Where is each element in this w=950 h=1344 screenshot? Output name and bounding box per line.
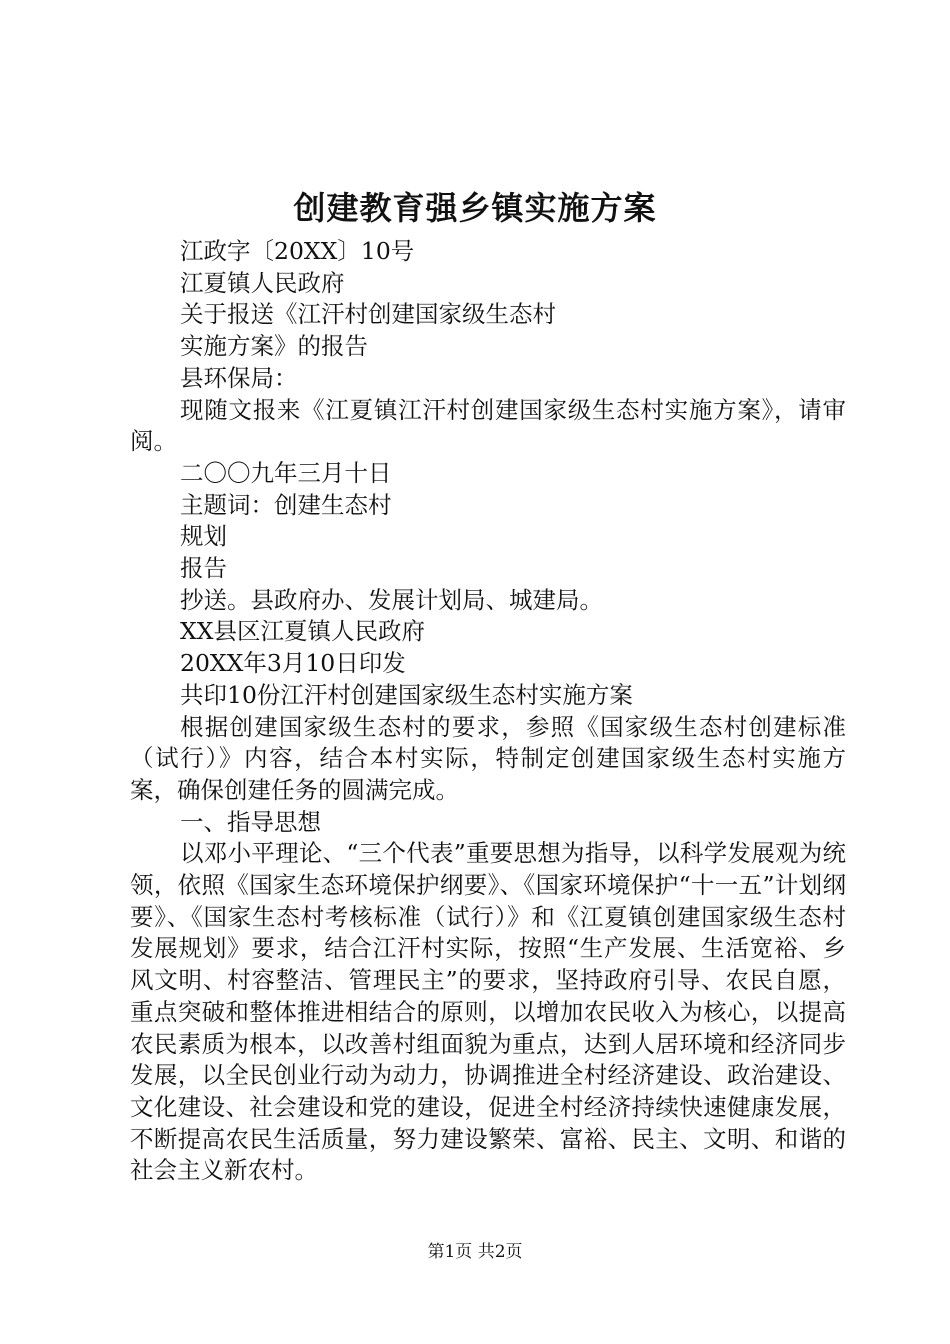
print-date-line: 20XX年3月10日印发 — [180, 649, 406, 678]
section-heading-guiding: 一、指导思想 — [180, 807, 321, 836]
doc-number-line: 江政字〔20XX〕10号 — [180, 237, 415, 265]
keyword-line-2: 规划 — [180, 522, 227, 551]
page-footer: 第1页 共2页 — [427, 1242, 523, 1262]
subject-line-1: 关于报送《江汗村创建国家级生态村 — [180, 300, 556, 329]
basis-paragraph: 根据创建国家级生态村的要求，参照《国家级生态村创建标准（试行）》内容，结合本村实际，特制定创建国家级生态村实施方案，确保创建任务的圆满完成。 — [130, 712, 846, 804]
recipient-line: 县环保局： — [180, 363, 298, 392]
office-line: XX县区江夏镇人民政府 — [180, 617, 425, 646]
guiding-paragraph: 以邓小平理论、“三个代表”重要思想为指导，以科学发展观为统领，依照《国家生态环境保护纲要》、《国家环境保护“十一五”计划纲要》、《国家生态村考核标准（试行）》和《江夏镇创建国家级生态村发展规划》要求，结合江汗村实际，按照“生产发展、生活宽裕、乡风文明、村容整洁、管理民主”的要求，坚持政府引导、农民自愿，重点突破和整体推进相结合的原则，以增加农民收入为核心，以提高农民素质为根本，以改善村组面貌为重点，达到人居环境和经济同步发展，以全民创业行动为动力，协调推进全村经济建设、政治建设、文化建设、社会建设和党的建设，促进全村经济持续快速健康发展，不断提高农民生活质量，努力建设繁荣、富裕、民主、文明、和谐的社会主义新农村。 — [130, 839, 846, 1185]
date-line: 二〇〇九年三月十日 — [180, 458, 392, 487]
keyword-line-3: 报告 — [180, 554, 227, 583]
submit-paragraph: 现随文报来《江夏镇江汗村创建国家级生态村实施方案》，请审阅。 — [130, 395, 846, 456]
subject-line-2: 实施方案》的报告 — [180, 332, 368, 361]
issuer-line: 江夏镇人民政府 — [180, 268, 345, 297]
keywords-line: 主题词：创建生态村 — [180, 490, 392, 519]
copies-line: 共印10份江汗村创建国家级生态村实施方案 — [180, 680, 633, 709]
cc-line: 抄送。县政府办、发展计划局、城建局。 — [180, 585, 603, 614]
document-body — [130, 236, 846, 1187]
document-title: 创建教育强乡镇实施方案 — [293, 189, 657, 227]
